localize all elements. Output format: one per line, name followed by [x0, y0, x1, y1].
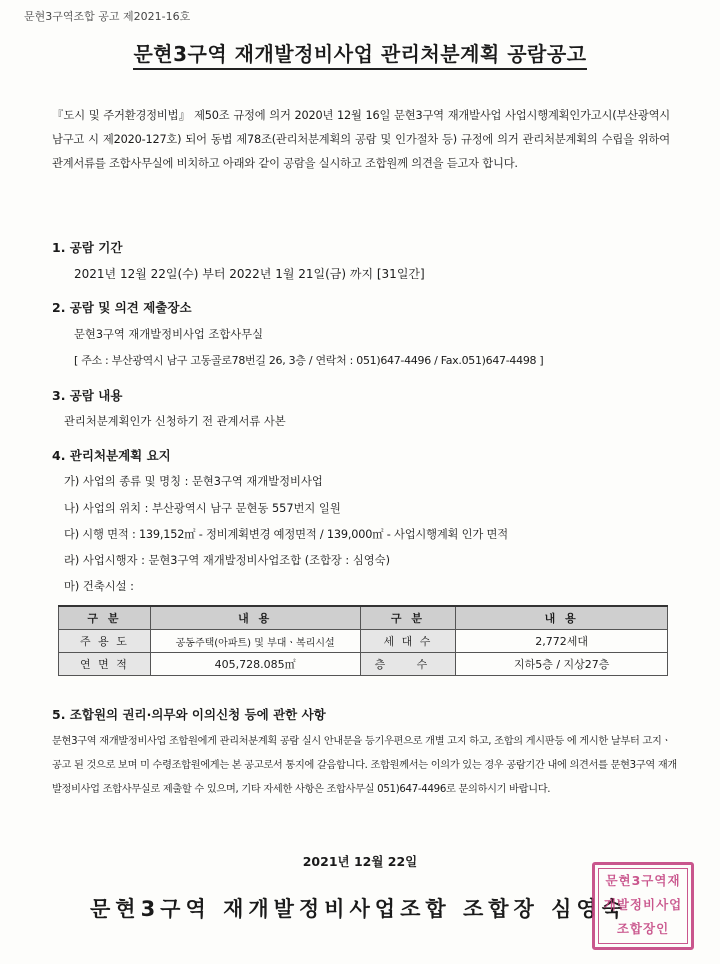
section-4-item-b: 나) 사업의 위치 : 부산광역시 남구 문현동 557번지 일원 [64, 502, 341, 515]
section-1-period: 2021년 12월 22일(수) 부터 2022년 1월 21일(금) 까지 [31일간] [74, 267, 425, 281]
table-cell: 지하5층 / 지상27층 [456, 653, 668, 676]
table-row [59, 653, 668, 676]
table-row [59, 630, 668, 653]
table-cell: 405,728.085㎡ [150, 653, 360, 676]
table-cell: 세 대 수 [360, 630, 456, 653]
page-title [0, 38, 720, 67]
section-2-address: [ 주소 : 부산광역시 남구 고동골로78번길 26, 3층 / 연락처 : 051)647-4496 / Fax.051)647-4498 ] [74, 354, 544, 367]
seal-text: 문현3구역재개발정비사업조합장인 [603, 873, 683, 936]
section-5-heading: 5. 조합원의 권리·의무와 이의신청 등에 관한 사항 [52, 707, 326, 722]
table-header-category: 구 분 [360, 606, 456, 630]
table-header-content: 내 용 [150, 606, 360, 630]
table-header-row [59, 606, 668, 630]
section-2-heading: 2. 공람 및 의견 제출장소 [52, 300, 192, 315]
section-4-item-a: 가) 사업의 종류 및 명칭 : 문현3구역 재개발정비사업 [64, 475, 323, 488]
table-cell: 2,772세대 [456, 630, 668, 653]
intro-paragraph: 『도시 및 주거환경정비법』 제50조 규정에 의거 2020년 12월 16일 문현3구역 재개발사업 사업시행계획인가고시(부산광역시 남구고 시 제2020-127호) 되어 동법 제78조(관리처분계획의 공람 및 인가절차 등) 규정에 의거 관리처분계획의 수립을 위하여 관계서류를 조합사무실에 비치하고 아래와 같이 공람을 실시하고 조합원께 의견을 듣고자 합니다. [52, 109, 670, 170]
building-facilities-table [58, 605, 668, 676]
official-seal-stamp [592, 862, 694, 950]
signature-line: 문현3구역 재개발정비사업조합 조합장 심영숙 [90, 897, 627, 921]
section-4-heading: 4. 관리처분계획 요지 [52, 448, 171, 463]
table-header-content: 내 용 [456, 606, 668, 630]
section-4-item-c: 다) 시행 면적 : 139,152㎡ - 정비계획변경 예정면적 / 139,000㎡ - 사업시행계획 인가 면적 [64, 528, 508, 541]
section-4-item-d: 라) 사업시행자 : 문현3구역 재개발정비사업조합 (조합장 : 심영숙) [64, 554, 390, 567]
title-text: 문현3구역 재개발정비사업 관리처분계획 공람공고 [133, 42, 586, 70]
section-4-item-e: 마) 건축시설 : [64, 580, 134, 593]
section-3-heading: 3. 공람 내용 [52, 388, 123, 403]
section-1-heading: 1. 공람 기간 [52, 240, 123, 255]
section-5-content: 문현3구역 재개발정비사업 조합원에게 관리처분계획 공람 실시 안내문을 등기우편으로 개별 고지 하고, 조합의 게시판등 에 게시한 날부터 고지ㆍ공고 된 것으로 보며 미 수령조합원에게는 본 공고로서 통지에 갈음합니다. 조합원께서는 이의가 있는 경우 공람기간 내에 의견서를 문현3구역 재개발정비사업 조합사무실로 제출할 수 있으며, 기타 자세한 사항은 조합사무실 051)647-4496로 문의하시기 바랍니다. [52, 736, 677, 795]
notice-date: 2021년 12월 22일 [302, 854, 418, 869]
section-2-place: 문현3구역 재개발정비사업 조합사무실 [74, 328, 263, 341]
table-cell: 연 면 적 [59, 653, 151, 676]
section-3-content: 관리처분계획인가 신청하기 전 관계서류 사본 [64, 415, 286, 428]
document-reference-number: 문현3구역조합 공고 제2021-16호 [24, 10, 191, 23]
table-cell: 주 용 도 [59, 630, 151, 653]
table-header-category: 구 분 [59, 606, 151, 630]
table-cell: 층 수 [360, 653, 456, 676]
table-cell: 공동주택(아파트) 및 부대ㆍ복리시설 [150, 630, 360, 653]
